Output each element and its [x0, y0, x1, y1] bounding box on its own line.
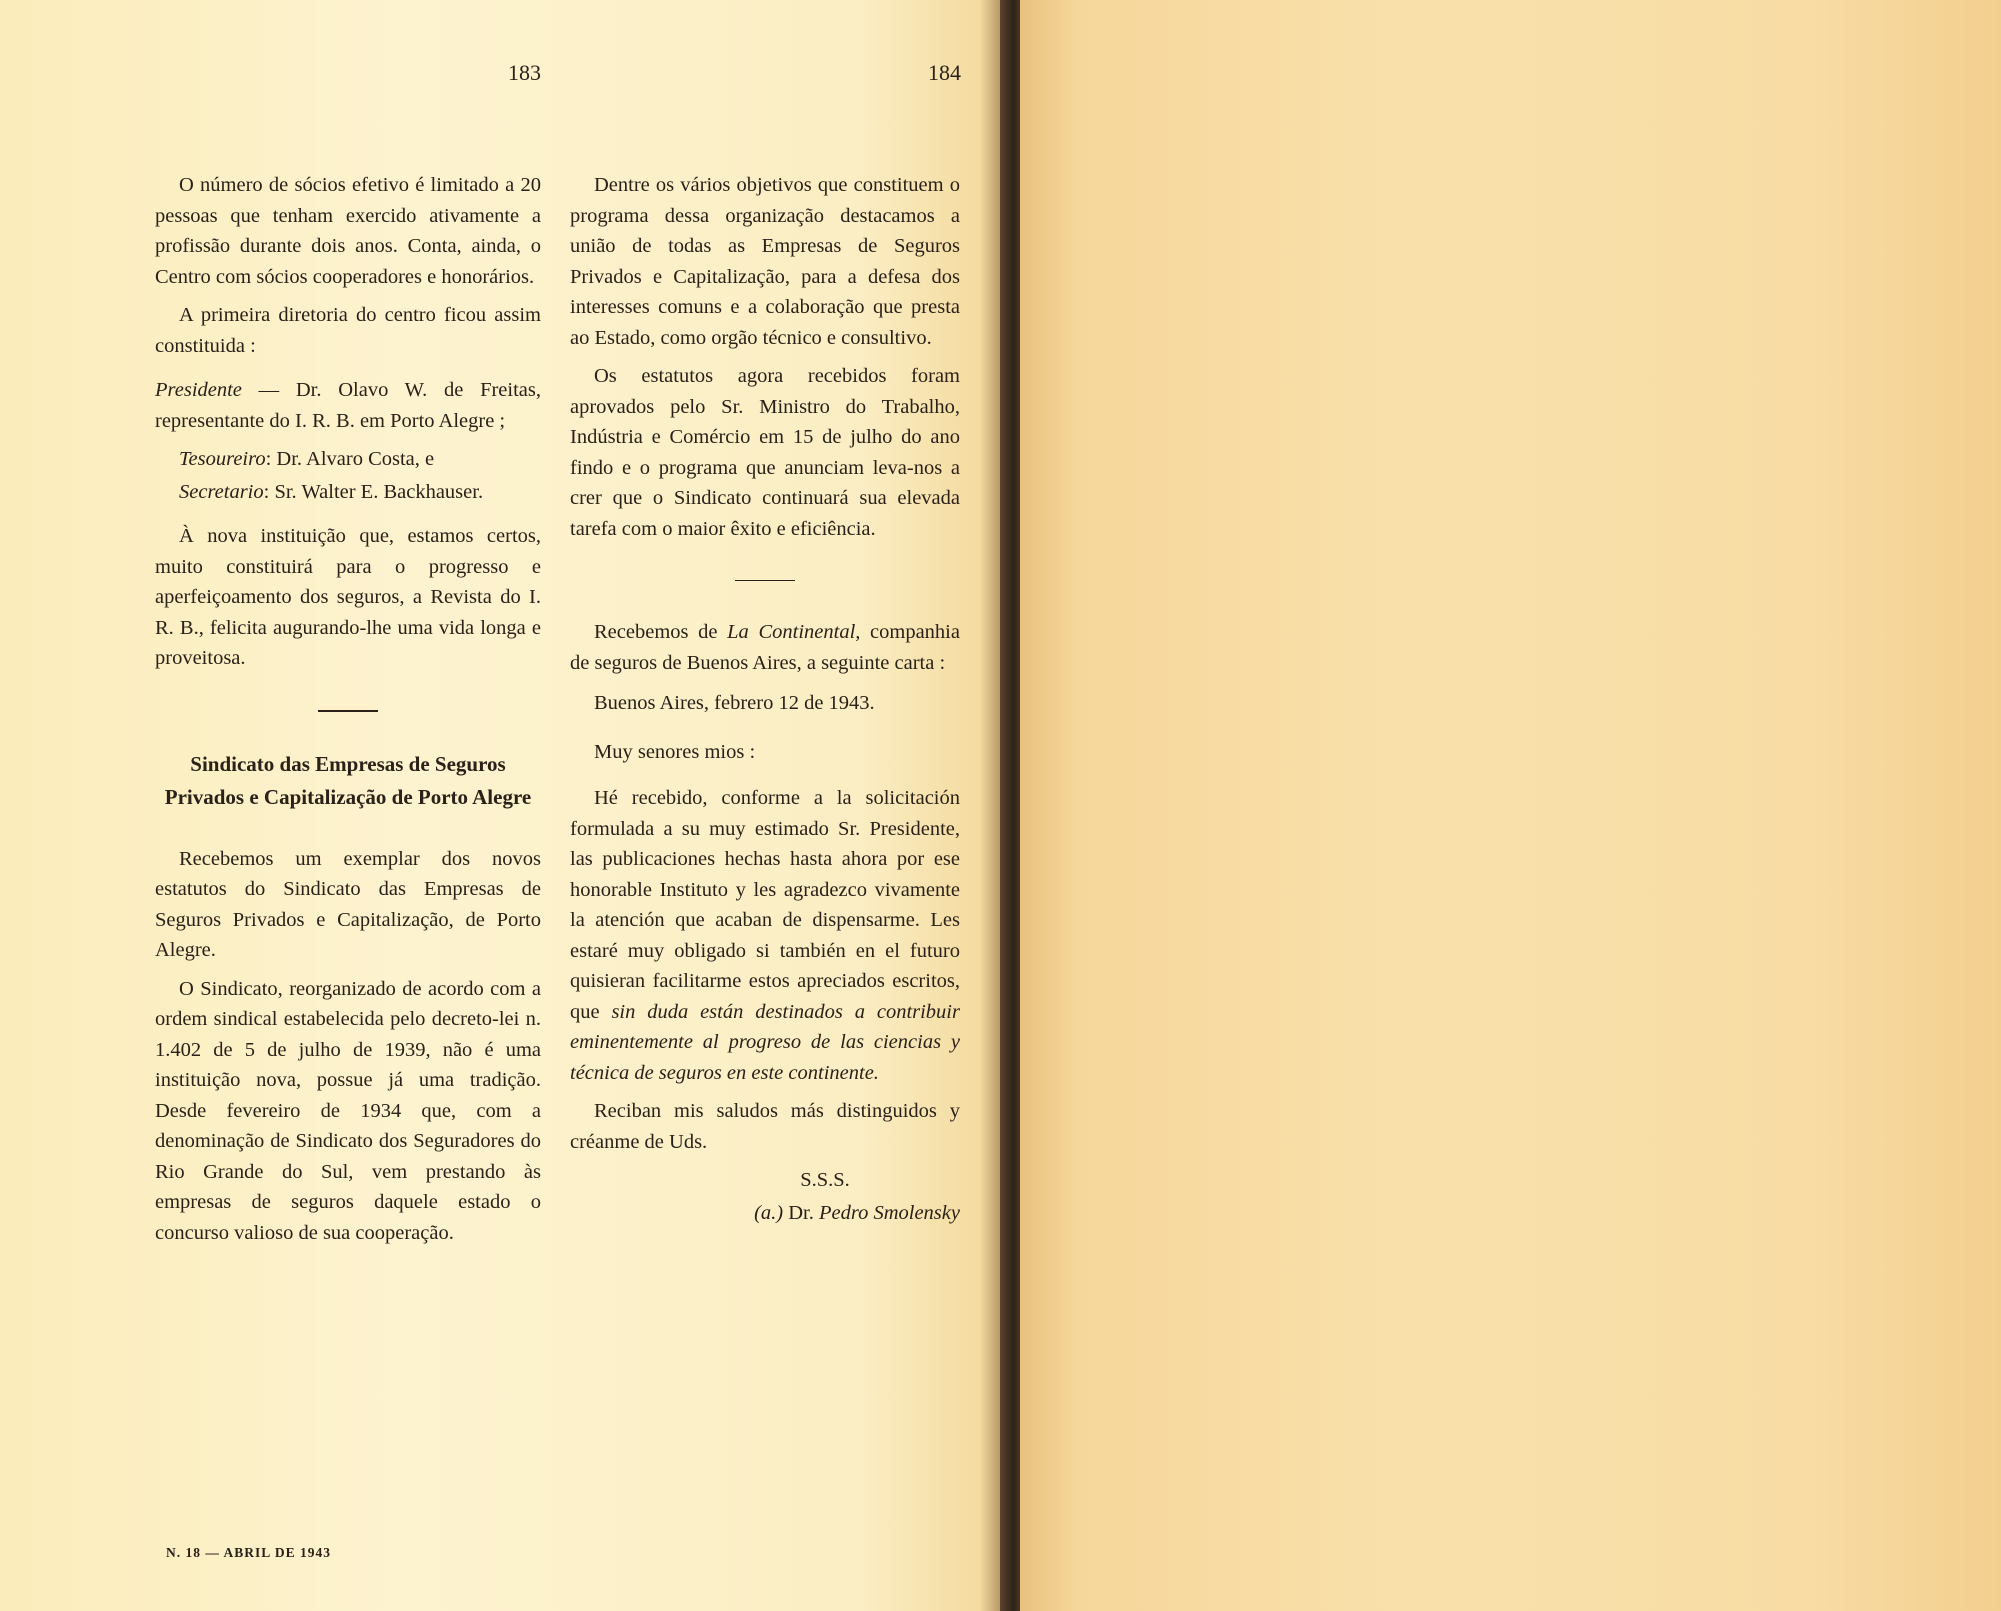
letter-body	[570, 783, 960, 1088]
board-member-tesoureiro	[155, 444, 541, 475]
paragraph: O Sindicato, reorganizado de acordo com a ordem sindical estabelecida pelo decreto-lei n. 1.402 de 5 de julho de 1939, não é uma instituição nova, possue já uma tradição. Desde fevereiro de 1934 que, com a denominação de Sindicato dos Seguradores do Rio Grande do Sul, vem prestando às empresas de seguros daquele estado o concurso valioso de sua cooperação.	[155, 977, 541, 1244]
section-heading: Sindicato das Empresas de Seguros Privados e Capitalização de Porto Alegre	[164, 751, 532, 809]
paragraph	[570, 617, 960, 678]
paragraph: O número de sócios efetivo é limitado a 20 pessoas que tenham exercido ativamente a profissão durante dois anos. Conta, ainda, o Centro com sócios cooperadores e honorários.	[155, 174, 541, 288]
right-column	[570, 170, 960, 1236]
text-run: companhia de seguros de Buenos Aires, a seguinte carta :	[570, 621, 960, 674]
left-column	[155, 170, 541, 1256]
sig-prefix: (a.)	[754, 1201, 784, 1224]
section-divider	[735, 580, 795, 581]
paragraph: A primeira diretoria do centro ficou assim constituida :	[155, 304, 541, 357]
company-name: La Continental,	[727, 621, 861, 643]
page-number-left: 183	[508, 60, 541, 85]
right-blank-page	[1020, 0, 2001, 1611]
paragraph: Recebemos um exemplar dos novos estatutos do Sindicato das Empresas de Seguros Privados e Capitalização, de Porto Alegre.	[155, 847, 541, 961]
issue-footer: N. 18 — ABRIL DE 1943	[166, 1545, 332, 1560]
role-label: Presidente	[155, 379, 242, 401]
letter-salutation: Muy senores mios :	[594, 740, 756, 763]
letter-sss: S.S.S.	[800, 1169, 850, 1191]
paragraph: Os estatutos agora recebidos foram aprovados pelo Sr. Ministro do Trabalho, Indústria e Comércio em 15 de julho do ano findo e o programa que anunciam leva-nos a crer que o Sindicato continuará sua elevada tarefa com o maior êxito e eficiência.	[570, 365, 960, 540]
member-text: : Dr. Alvaro Costa, e	[265, 448, 435, 470]
letter-closing: Reciban mis saludos más distinguidos y créanme de Uds.	[570, 1100, 960, 1153]
sig-title: Dr.	[783, 1201, 819, 1224]
paragraph: Dentre os vários objetivos que constituem o programa dessa organização destacamos a união de todas as Empresas de Seguros Privados e Capitalização, para a defesa dos interesses comuns e a colaboração que presta ao Estado, como orgão técnico e consultivo.	[570, 174, 960, 349]
page-number-right: 184	[928, 60, 961, 85]
paragraph: À nova instituição que, estamos certos, muito constituirá para o progresso e aperfeiçoamento dos seguros, a Revista do I. R. B., felicita augurando-lhe uma vida longa e proveitosa.	[155, 525, 541, 669]
text-run: Hé recebido, conforme a la solicitación formulada a su muy estimado Sr. Presidente, las publicaciones hechas hasta ahora por ese honorable Instituto y les agradezco vivamente la atención que acaban de dispensarme. Les estaré muy obligado si también en el futuro quisieran facilitarme estos apreciados escritos, que	[570, 787, 960, 1023]
letter-date: Buenos Aires, febrero 12 de 1943.	[594, 692, 875, 714]
text-run: Recebemos de	[594, 621, 728, 643]
member-text: — Dr. Olavo W. de Freitas, representante do I. R. B. em Porto Alegre ;	[155, 379, 541, 432]
member-text: : Sr. Walter E. Backhauser.	[263, 480, 484, 503]
board-member-secretario	[155, 477, 541, 508]
text-run-italic: sin duda están destinados a contribuir eminentemente al progreso de las ciencias y técnica de seguros en este continente.	[570, 1000, 960, 1084]
letter-signature	[570, 1198, 960, 1229]
section-divider	[318, 710, 378, 712]
sig-name: Pedro Smolensky	[819, 1201, 960, 1224]
role-label: Secretario	[179, 480, 264, 503]
board-member-presidente	[155, 375, 541, 436]
role-label: Tesoureiro	[179, 448, 266, 470]
